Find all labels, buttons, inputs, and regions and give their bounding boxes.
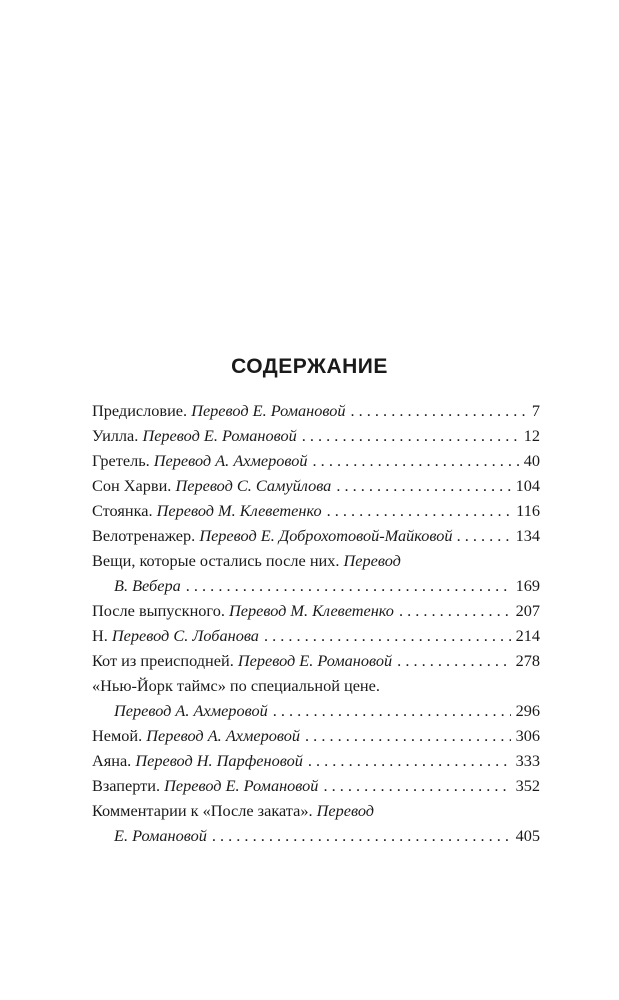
toc-entry-page: 169 [515,576,540,595]
toc-entry-translator: Перевод Е. Романовой [142,426,297,445]
toc-entry-in-the-tall-grass[interactable] [92,773,540,798]
dot-leader [336,473,510,498]
toc-entry-page: 296 [515,701,540,720]
toc-entry-translator: Перевод М. Клеветенко [228,601,394,620]
toc-entry-gretel[interactable] [92,448,540,473]
toc-entry-stationary-bike[interactable] [92,523,540,548]
toc-entry-title: Н. [92,626,108,645]
toc-entry-willa[interactable] [92,423,540,448]
toc-entry-page: 7 [531,401,540,420]
toc-entry-page: 278 [515,651,540,670]
toc-list [92,398,540,848]
toc-entry-translator: Перевод С. Самуйлова [175,476,332,495]
toc-entry-translator: Перевод А. Ахмеровой [146,726,301,745]
toc-entry-translator: Перевод С. Лобанова [111,626,259,645]
toc-entry-title: Велотренажер. [92,526,196,545]
dot-leader [350,398,526,423]
toc-entry-title: Сон Харви. [92,476,172,495]
dot-leader [457,523,512,548]
toc-entry-translator-part2: Е. Романовой [114,826,207,845]
toc-entry-title: Стоянка. [92,501,153,520]
dot-leader [305,723,511,748]
dot-leader [302,423,519,448]
toc-entry-translator: Перевод Н. Парфеновой [135,751,303,770]
dot-leader [308,748,511,773]
toc-entry-translator: Перевод Е. Романовой [164,776,319,795]
toc-entry-title: Немой. [92,726,143,745]
toc-entry-title: «Нью-Йорк таймс» по специальной цене. [92,676,380,695]
dot-leader [399,598,511,623]
toc-entry-page: 104 [515,476,540,495]
toc-entry-translator: Перевод А. Ахмеровой [114,701,268,720]
dot-leader [323,773,510,798]
toc-entry-commentary[interactable] [92,798,540,848]
toc-entry-title: Гретель. [92,451,150,470]
toc-entry-page: 12 [523,426,540,445]
toc-entry-page: 207 [515,601,540,620]
toc-entry-title: Аяна. [92,751,132,770]
toc-entry-n[interactable] [92,623,540,648]
toc-entry-page: 333 [515,751,540,770]
toc-entry-title: Комментарии к «После заката». [92,801,313,820]
dot-leader [264,623,511,648]
toc-entry-new-york-times[interactable] [92,673,540,723]
toc-entry-page: 306 [515,726,540,745]
dot-leader [212,823,511,848]
toc-entry-harveys-dream[interactable] [92,473,540,498]
dot-leader [186,573,511,598]
toc-entry-translator: Перевод Е. Романовой [191,401,346,420]
dot-leader [327,498,512,523]
toc-entry-title: Взаперти. [92,776,161,795]
toc-entry-title: После выпускного. [92,601,225,620]
dot-leader [313,448,519,473]
toc-entry-things-left-behind[interactable] [92,548,540,598]
toc-entry-title: Вещи, которые остались после них. [92,551,340,570]
toc-entry-translator: Перевод Е. Доброхотовой-Майковой [199,526,453,545]
toc-entry-graduation-afternoon[interactable] [92,598,540,623]
toc-entry-cat-from-hell[interactable] [92,648,540,673]
toc-entry-translator: Перевод А. Ахмеровой [153,451,308,470]
toc-entry-page: 352 [515,776,540,795]
toc-entry-page: 116 [516,501,540,520]
toc-entry-translator: Перевод Е. Романовой [237,651,393,670]
toc-entry-page: 40 [523,451,540,470]
dot-leader [397,648,510,673]
toc-entry-rest-stop[interactable] [92,498,540,523]
toc-entry-mute[interactable] [92,723,540,748]
toc-entry-preface[interactable] [92,398,540,423]
toc-entry-page: 405 [515,826,540,845]
toc-entry-ayana[interactable] [92,748,540,773]
toc-entry-title: Кот из преисподней. [92,651,234,670]
toc-entry-translator-part2: В. Вебера [114,576,181,595]
dot-leader [273,698,511,723]
toc-entry-translator-part1: Перевод [316,801,375,820]
toc-entry-translator: Перевод М. Клеветенко [156,501,322,520]
toc-entry-page: 134 [515,526,540,545]
toc-entry-translator-part1: Перевод [343,551,401,570]
toc-heading: СОДЕРЖАНИЕ [231,355,388,378]
toc-entry-title: Уилла. [92,426,139,445]
toc-entry-title: Предисловие. [92,401,188,420]
toc-entry-page: 214 [515,626,540,645]
